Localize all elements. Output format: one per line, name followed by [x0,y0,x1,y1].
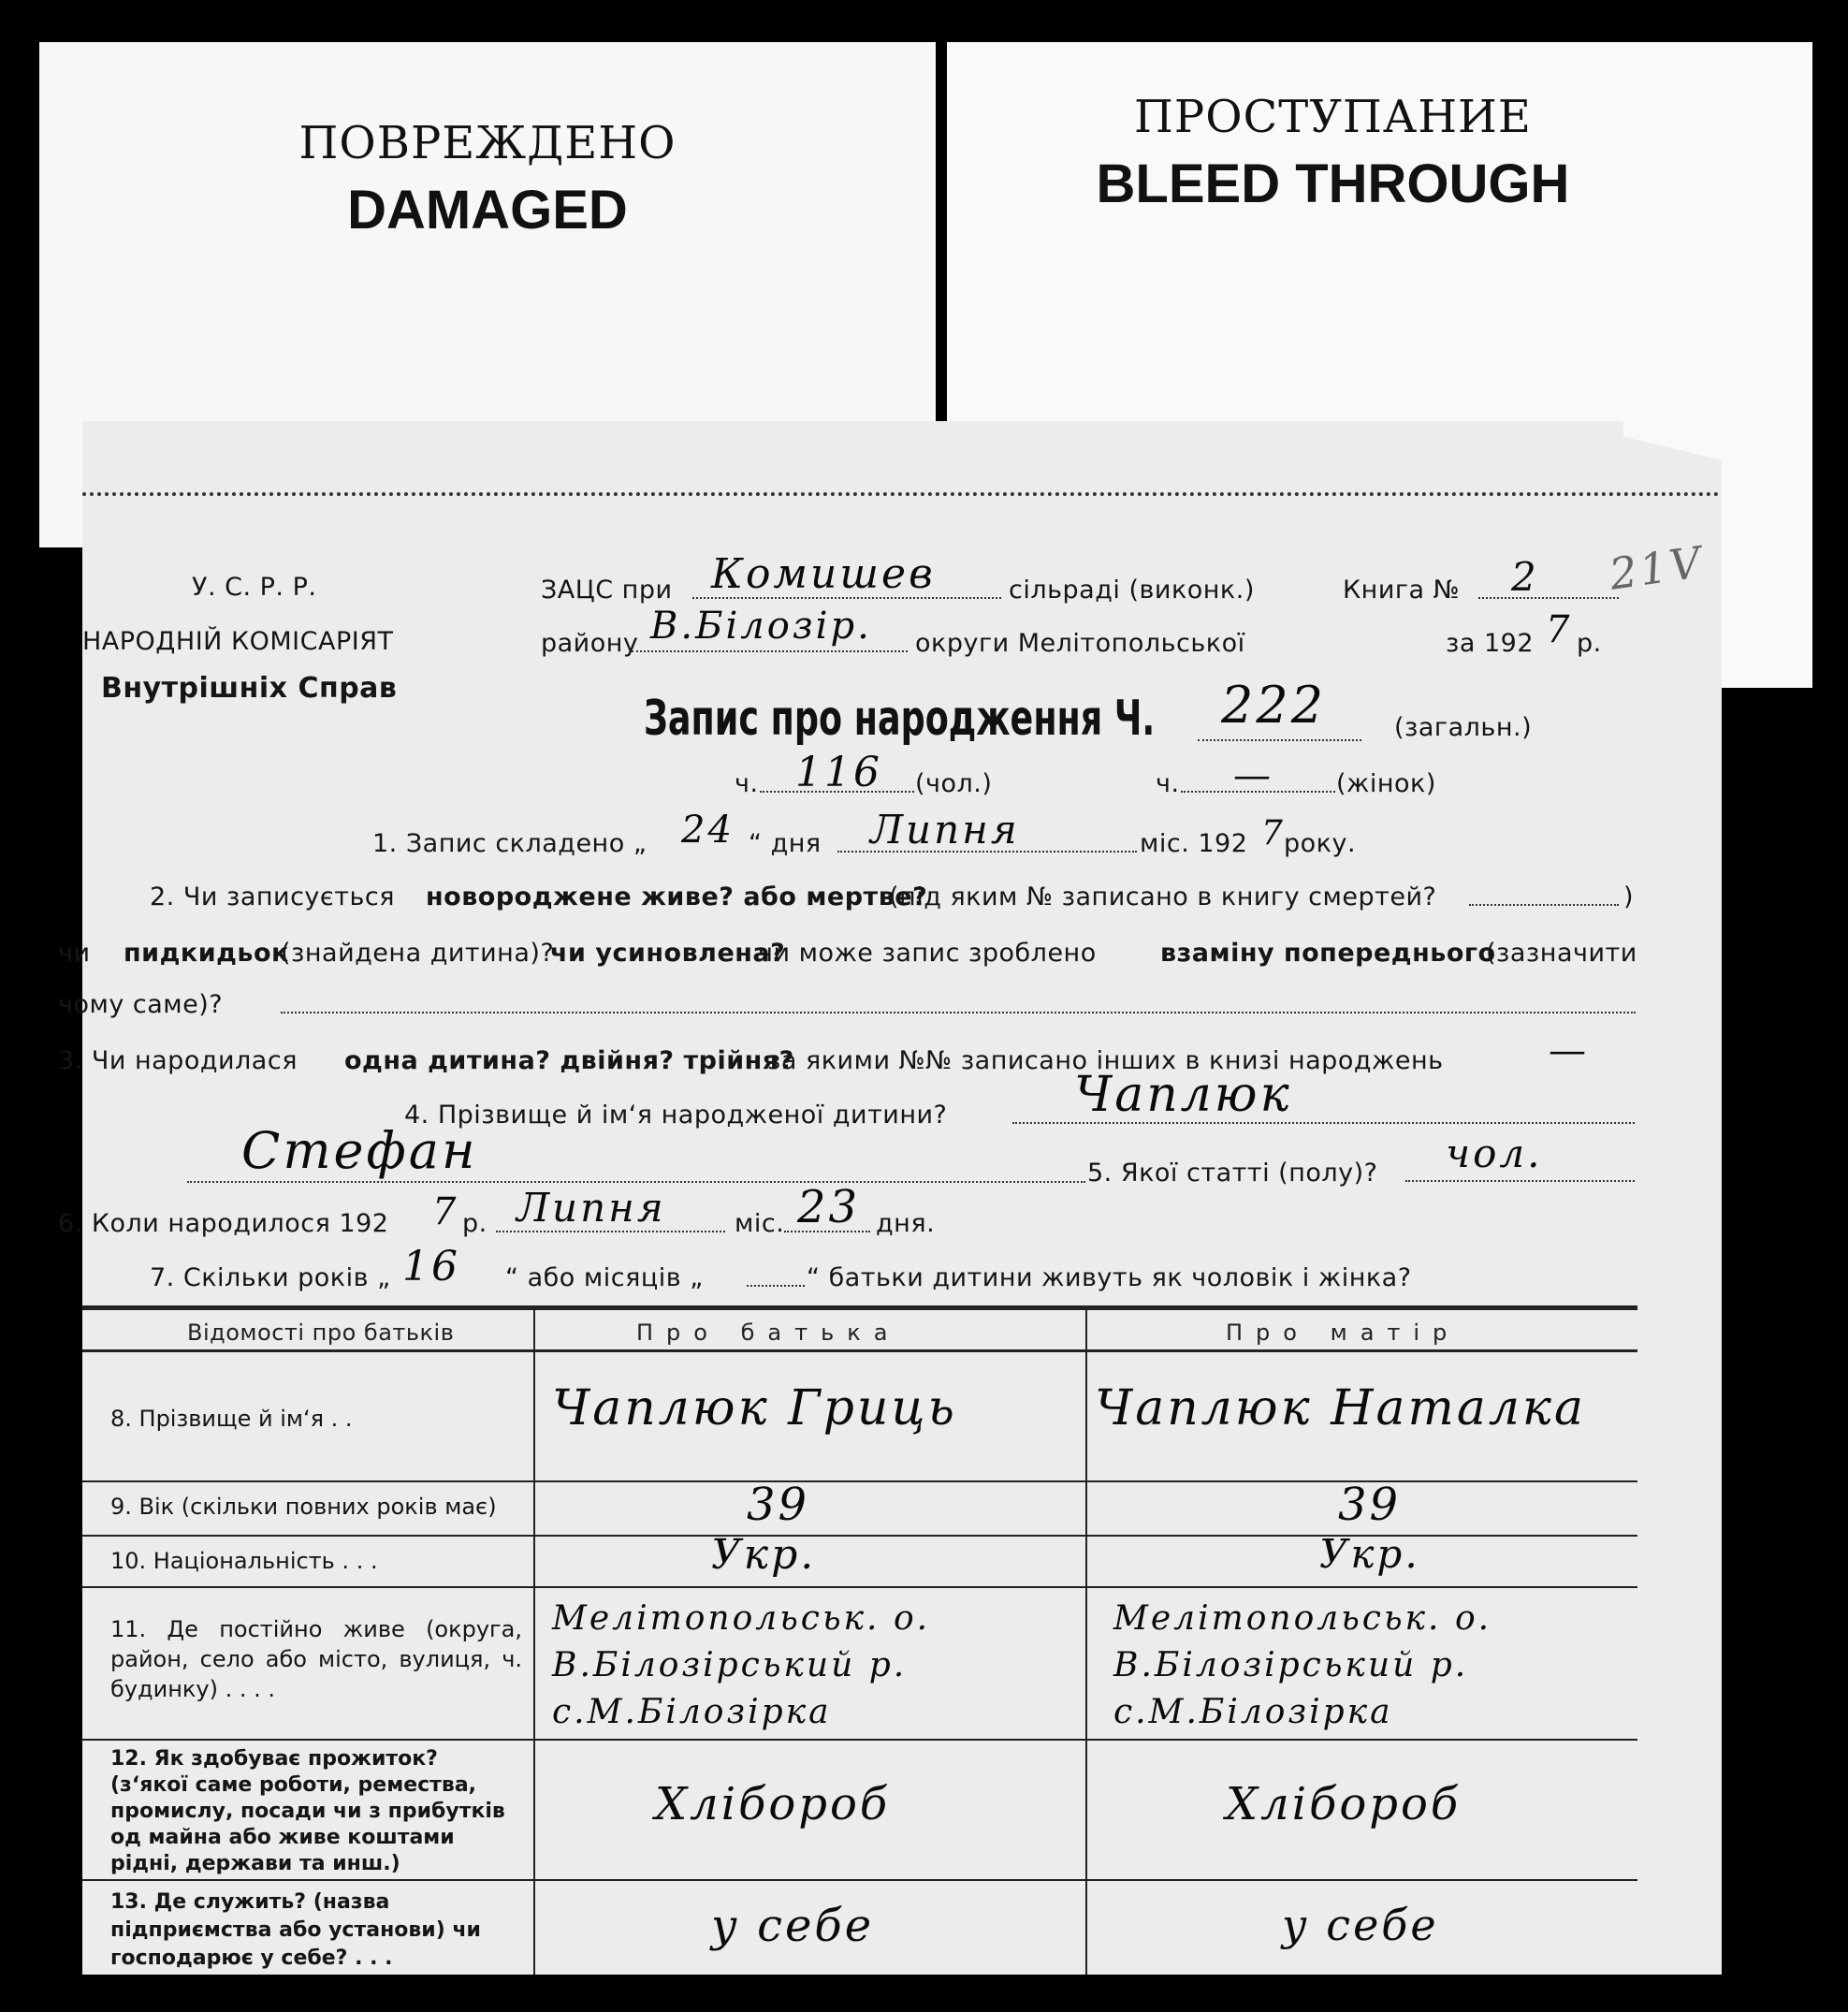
female-prefix: ч. [1156,769,1180,798]
mother-service: у себе [1282,1900,1439,1950]
q2-b: новороджене живе? або мертве? [426,882,928,911]
record-title: Запис про народження Ч. [644,691,1156,747]
zags-prefix: ЗАЦС при [541,576,673,605]
zags-value: Комишев [711,550,936,598]
year-label: за 192 [1446,629,1535,658]
q2-a: 2. Чи записується [150,882,395,911]
row-rule [82,1586,1637,1588]
col-header-mother: Про матір [1226,1319,1461,1346]
q2-may: чи може запис зроблено [758,939,1097,968]
row-label-nationality: 10. Національність . . . [110,1548,378,1574]
q2-c: (під яким № записано в книгу смертей? [889,882,1437,911]
q7-a: 7. Скільки років „ [150,1263,391,1292]
q6-d: дня. [876,1209,936,1238]
row-label-service: 13. Де служить? (назва підприємства або установи) чи господарює у себе? . . . [110,1890,481,1970]
male-suffix: (чол.) [915,769,993,798]
q7-c: “ батьки дитини живуть як чоловік і жінка? [807,1263,1412,1292]
mother-name: Чаплюк Наталка [1095,1380,1586,1436]
table-col-divider-2 [1085,1310,1087,1975]
q6-c: міс. [735,1209,785,1238]
q5-value: чол. [1446,1130,1543,1176]
row-rule [82,1879,1637,1881]
book-value: 2 [1511,554,1539,600]
row-rule [82,1739,1637,1741]
q3-a: 3. Чи народилася [58,1046,298,1075]
q3-value: — [1549,1029,1589,1072]
book-line [1478,597,1619,599]
q1-mid: “ дня [749,829,822,858]
male-count: 116 [795,749,882,796]
q1-suffix: міс. 192 [1140,829,1248,858]
q2-found-child: (знайдена дитина)? [281,939,555,968]
q1-year: 7 [1261,814,1286,853]
perforation-line [82,492,1720,496]
record-number-line [1198,739,1361,741]
row-label-age: 9. Вік (скільки повних років має) [110,1494,497,1520]
q2-foundling: пидкидьок [124,939,289,968]
district-line [632,650,908,652]
q3-c: за якими №№ записано інших в книзі народжень [767,1046,1444,1075]
year-value: 7 [1546,608,1573,651]
q7-months-line [747,1285,805,1287]
q4-label: 4. Прізвище й ім‘я народженої дитини? [404,1101,948,1130]
q1-day: 24 [681,809,735,852]
q1-end: року. [1284,829,1357,858]
q6-month-line [496,1231,725,1232]
record-number: 222 [1221,676,1327,735]
table-col-divider-1 [533,1310,535,1975]
q2-e: чи [58,939,91,968]
q6-year: 7 [432,1190,459,1233]
female-count: — [1233,754,1273,797]
q4-surname: Чаплюк [1074,1067,1292,1123]
q1-prefix: 1. Запис складено „ [372,829,648,858]
q2-d: ) [1623,882,1635,911]
father-name: Чаплюк Гриць [552,1380,957,1436]
district-value: В.Білозір. [650,605,872,648]
q6-month: Липня [517,1185,666,1231]
damaged-label-en: DAMAGED [347,180,628,241]
mother-age: 39 [1338,1479,1402,1531]
q2-replacement: взаміну попереднього [1160,939,1496,968]
q6-b: р. [462,1209,487,1238]
q2-specify: (зазначити [1486,939,1637,968]
year-suffix: р. [1577,629,1602,658]
damaged-label-ru: ПОВРЕЖДЕНО [298,117,677,169]
q6-day: 23 [797,1181,861,1233]
q6-a: 6. Коли народилося 192 [58,1209,389,1238]
q5-line [1405,1180,1635,1182]
mother-residence: Мелітопольськ. о. В.Білозірський р. с.М.Білозірка [1113,1599,1492,1731]
district-prefix: району [541,629,639,658]
commissariat-line2: Внутрішніх Справ [101,672,398,705]
q3-b: одна дитина? двійня? трійня? [344,1046,794,1075]
q2-adopted: чи усиновлена? [550,939,786,968]
row-label-occupation: 12. Як здобуває прожиток? (з‘якої саме роботи, ремества, промислу, посади чи з прибутків од майна або живе коштами рідні, держави та инш.) [110,1747,505,1875]
district-suffix: округи Мелітопольської [915,629,1245,658]
book-label: Книга № [1343,576,1461,605]
q4-name: Стефан [241,1121,478,1180]
father-nationality: Укр. [711,1531,817,1579]
table-header-rule [82,1349,1637,1352]
row-rule [82,1480,1637,1482]
q7-b: “ або місяців „ [505,1263,704,1292]
female-suffix: (жінок) [1336,769,1436,798]
corner-mark: 21V [1606,536,1708,600]
father-residence: Мелітопольськ. о. В.Білозірський р. с.М.Білозірка [552,1599,931,1731]
father-service: у себе [711,1900,875,1952]
mother-occupation: Хлібороб [1226,1778,1462,1830]
q2-why: чому саме)? [58,990,224,1019]
bleed-through-label-ru: ПРОСТУПАНИЕ [1134,91,1532,143]
table-top-rule [82,1305,1637,1310]
mother-nationality: Укр. [1319,1531,1420,1577]
q1-month: Липня [870,807,1020,853]
q2-deaths-line [1469,904,1619,906]
father-age: 39 [747,1479,810,1531]
q7-years: 16 [402,1243,460,1290]
q4-name-line [187,1181,1085,1183]
q5-label: 5. Якої статті (полу)? [1087,1159,1378,1188]
col-header-info: Відомості про батьків [187,1319,455,1346]
father-occupation: Хлібороб [655,1778,891,1830]
q2-why-line [281,1012,1636,1013]
male-prefix: ч. [735,769,759,798]
general-label: (загальн.) [1394,713,1533,742]
col-header-father: Про батька [636,1319,901,1346]
ussr-label: У. С. Р. Р. [192,573,317,602]
commissariat-line1: НАРОДНІЙ КОМІСАРІЯТ [82,627,394,656]
row-label-residence: 11. Де постійно живе (округа, район, село або місто, вулиця, ч. будинку) . . . . [110,1616,522,1702]
bleed-through-label-en: BLEED THROUGH [1096,153,1570,214]
zags-suffix: сільраді (виконк.) [1009,576,1255,605]
row-label-name: 8. Прізвище й ім‘я . . [110,1406,353,1432]
